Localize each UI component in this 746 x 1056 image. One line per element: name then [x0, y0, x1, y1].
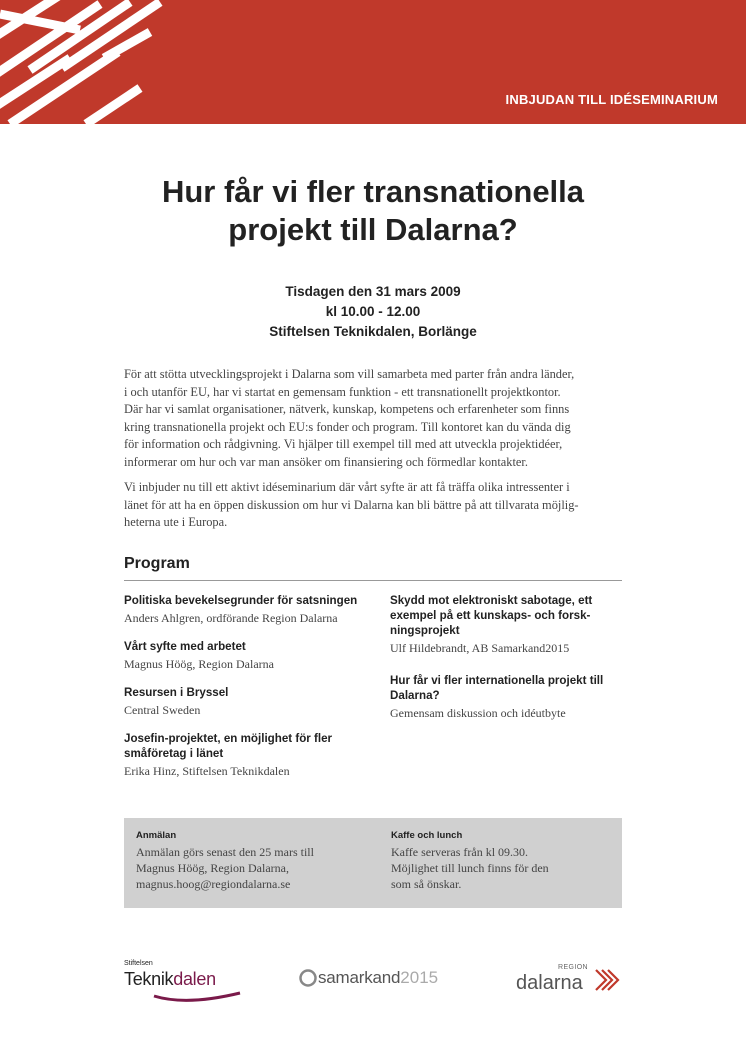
program-item	[124, 731, 374, 779]
info-line: Anmälan görs senast den 25 mars till	[136, 845, 314, 859]
program-item	[124, 685, 374, 718]
dalarna-logo-small: REGION	[558, 964, 589, 971]
samarkand-logo-year: 2015	[400, 968, 439, 987]
teknikdalen-logo-small: Stiftelsen	[124, 960, 153, 967]
info-line: som så önskar.	[391, 877, 462, 891]
program-item-speaker: Magnus Höög, Region Dalarna	[124, 657, 274, 671]
program-item-title	[124, 593, 374, 608]
program-item-title	[124, 639, 374, 654]
registration-heading: Anmälan	[136, 830, 177, 841]
program-item-speaker: Anders Ahlgren, ordförande Region Dalarna	[124, 611, 338, 625]
logo-text-part: Teknik	[124, 969, 174, 989]
page-title-line: projekt till Dalarna?	[228, 212, 518, 247]
registration-info	[136, 830, 314, 892]
samarkand-logo-word: samarkand	[318, 968, 401, 987]
text-line: Där har vi samlat organisationer, nätverk, kunskap, kompetens och erfarenheter som finns	[124, 402, 570, 417]
event-details	[60, 282, 686, 342]
swoosh-icon	[152, 990, 242, 1002]
text-line: i och utanför EU, har vi startat en gemensam funktion - ett transnationellt projektkontor.	[124, 384, 561, 399]
coffee-lunch-heading: Kaffe och lunch	[391, 830, 463, 841]
info-line: Magnus Höög, Region Dalarna,	[136, 861, 289, 875]
program-item	[124, 639, 374, 672]
title-line: småföretag i länet	[124, 747, 224, 760]
region-dalarna-logo	[514, 964, 624, 1000]
text-line: länet för att ha en öppen diskussion om hur vi Dalarna kan bli bättre på att tillvarata möjlig-	[124, 497, 579, 512]
title-line: Josefin-projektet, en möjlighet för fler	[124, 732, 333, 745]
teknikdalen-logo-word	[124, 969, 216, 990]
samarkand-logo	[298, 968, 438, 998]
program-item-title	[124, 685, 374, 700]
title-line: Vårt syfte med arbetet	[124, 640, 246, 653]
info-line: Kaffe serveras från kl 09.30.	[391, 845, 529, 859]
title-line: Dalarna?	[390, 689, 440, 702]
logo-text-part: dalen	[173, 969, 216, 989]
title-line: exempel på ett kunskaps- och forsk-	[390, 609, 591, 622]
samarkand-circle-icon	[298, 968, 318, 988]
email-link[interactable]: magnus.hoog@regiondalarna.se	[136, 877, 291, 891]
title-line: Hur får vi fler internationella projekt till	[390, 674, 604, 687]
program-item-speaker: Central Sweden	[124, 703, 201, 717]
program-item-speaker: Erika Hinz, Stiftelsen Teknikdalen	[124, 764, 290, 778]
program-item-title	[390, 593, 626, 638]
page-title-line: Hur får vi fler transnationella	[161, 174, 585, 209]
info-box	[124, 818, 622, 908]
info-line: Möjlighet till lunch finns för den	[391, 861, 549, 875]
program-item	[124, 593, 374, 626]
title-line: ningsprojekt	[390, 624, 460, 637]
text-line: För att stötta utvecklingsprojekt i Dalarna som vill samarbeta med parter från andra länder,	[124, 367, 575, 381]
header-banner	[0, 0, 746, 124]
program-divider	[124, 580, 622, 581]
text-line: heterna ute i Europa.	[124, 515, 228, 530]
program-item-speaker: Ulf Hildebrandt, AB Samarkand2015	[390, 641, 570, 655]
page-title	[60, 173, 686, 249]
dalarna-logo-word: dalarna	[516, 972, 583, 994]
title-line: Resursen i Bryssel	[124, 686, 229, 699]
intro-paragraph-2	[124, 479, 624, 532]
program-item-title	[124, 731, 374, 761]
program-column-left	[124, 593, 374, 792]
banner-title: INBJUDAN TILL IDÉSEMINARIUM	[505, 92, 718, 107]
program-item-title	[390, 673, 626, 703]
intro-paragraph-1	[124, 366, 624, 472]
title-line: Politiska bevekelsegrunder för satsningen	[124, 594, 358, 607]
teknikdalen-logo	[124, 960, 244, 1004]
program-item-speaker: Gemensam diskussion och idéutbyte	[390, 706, 566, 720]
event-date: Tisdagen den 31 mars 2009	[285, 284, 461, 299]
coffee-lunch-info	[391, 830, 549, 892]
program-item	[390, 673, 626, 721]
program-item	[390, 593, 626, 656]
chevron-arrows-icon	[594, 966, 622, 994]
program-column-right	[390, 593, 626, 734]
title-line: Skydd mot elektroniskt sabotage, ett	[390, 594, 593, 607]
text-line: informerar om hur och var man ansöker om finansiering och förmedlar kontakter.	[124, 454, 528, 469]
text-line: kring transnationella projekt och EU:s fonder och program. Till kontoret kan du vända dig	[124, 419, 571, 434]
text-line: Vi inbjuder nu till ett aktivt idéseminarium där vårt syfte är att få träffa olika intressenter i	[124, 480, 570, 494]
event-place: Stiftelsen Teknikdalen, Borlänge	[269, 324, 477, 339]
event-time: kl 10.00 - 12.00	[325, 304, 421, 319]
program-heading: Program	[124, 555, 190, 572]
text-line: för information och rådgivning. Vi hjälper till exempel till med att utveckla projektidéer,	[124, 437, 563, 452]
